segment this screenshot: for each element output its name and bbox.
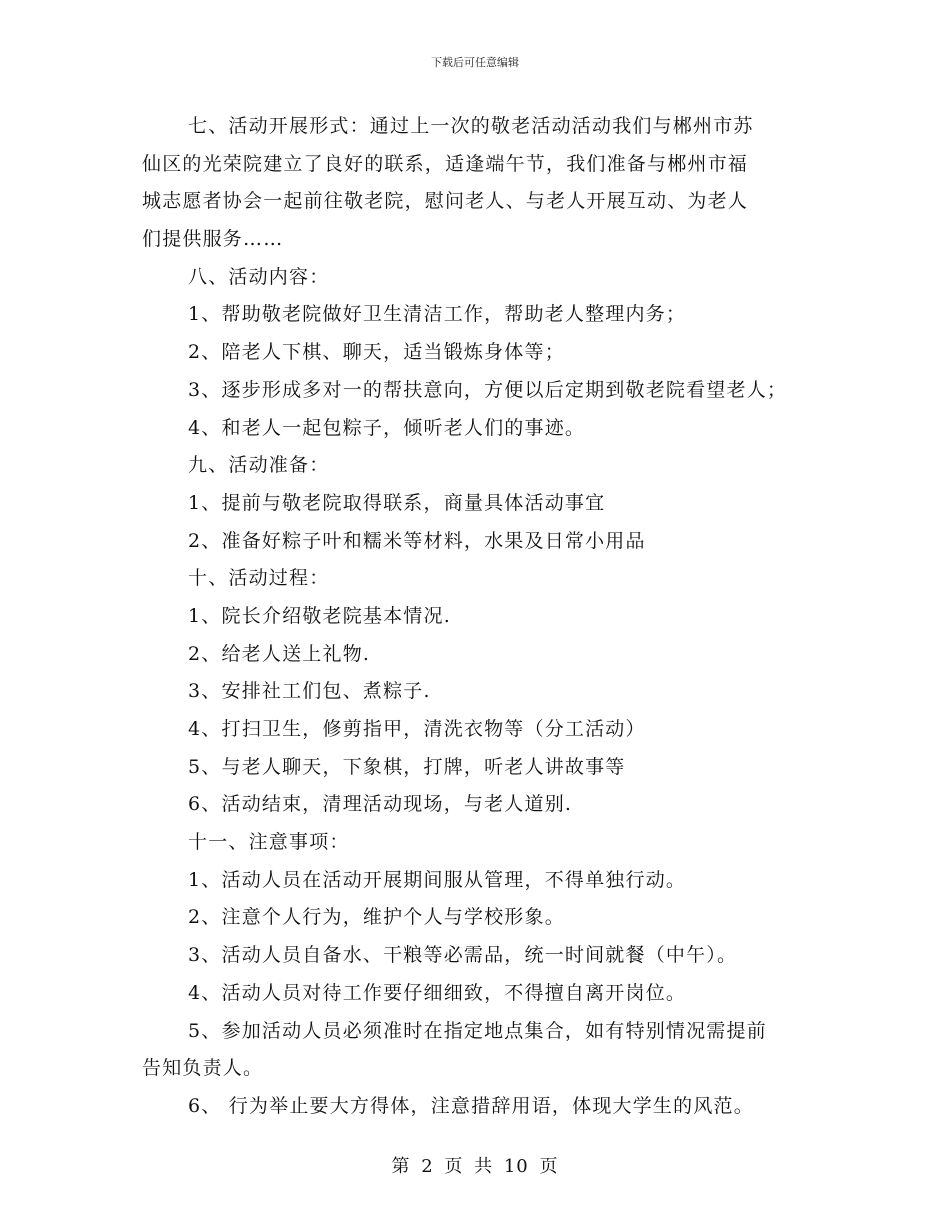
- list-item: 2、给老人送上礼物.: [188, 642, 371, 665]
- paragraph-line: 仙区的光荣院建立了良好的联系，适逢端午节，我们准备与郴州市福: [142, 152, 749, 175]
- list-item: 3、安排社工们包、煮粽子.: [188, 680, 431, 703]
- page-header: 下载后可任意编辑: [431, 56, 519, 69]
- section-heading: 九、活动准备：: [188, 454, 330, 477]
- section-heading: 十、活动过程：: [188, 567, 330, 590]
- list-item: 2、陪老人下棋、聊天，适当锻炼身体等；: [188, 341, 565, 364]
- document-body: [142, 108, 822, 1126]
- page-footer: 第 2 页 共 10 页: [391, 1156, 559, 1177]
- list-item: 1、提前与敬老院取得联系，商量具体活动事宜: [188, 491, 606, 514]
- list-item-continuation: 告知负责人。: [142, 1057, 264, 1080]
- list-item: 5、与老人聊天，下象棋，打牌，听老人讲故事等: [188, 755, 626, 778]
- list-item: 2、注意个人行为，维护个人与学校形象。: [188, 906, 565, 929]
- section-heading: 十一、注意事项：: [188, 831, 350, 854]
- list-item: 2、准备好粽子叶和糯米等材料，水果及日常小用品: [188, 529, 646, 552]
- list-item: 4、和老人一起包粽子，倾听老人们的事迹。: [188, 416, 586, 439]
- paragraph-line: 们提供服务……: [142, 228, 284, 251]
- list-item: 5、参加活动人员必须准时在指定地点集合，如有特别情况需提前: [188, 1019, 767, 1042]
- list-item: 3、活动人员自备水、干粮等必需品，统一时间就餐（中午）。: [188, 944, 738, 967]
- paragraph-line: 城志愿者协会一起前往敬老院，慰问老人、与老人开展互动、为老人: [142, 190, 749, 213]
- list-item: 3、逐步形成多对一的帮扶意向，方便以后定期到敬老院看望老人；: [188, 378, 788, 401]
- list-item: 4、活动人员对待工作要仔细细致，不得擅自离开岗位。: [188, 981, 687, 1004]
- list-item: 6、 行为举止要大方得体，注意措辞用语，体现大学生的风范。: [188, 1094, 754, 1117]
- list-item: 1、院长介绍敬老院基本情况.: [188, 604, 451, 627]
- section-heading: 八、活动内容：: [188, 265, 330, 288]
- list-item: 6、活动结束，清理活动现场，与老人道别.: [188, 793, 573, 816]
- paragraph-line: 七、活动开展形式：通过上一次的敬老活动活动我们与郴州市苏: [188, 115, 754, 137]
- list-item: 1、帮助敬老院做好卫生清洁工作，帮助老人整理内务；: [188, 303, 687, 326]
- list-item: 4、打扫卫生，修剪指甲，清洗衣物等（分工活动）: [188, 718, 646, 740]
- list-item: 1、活动人员在活动开展期间服从管理，不得单独行动。: [188, 868, 687, 891]
